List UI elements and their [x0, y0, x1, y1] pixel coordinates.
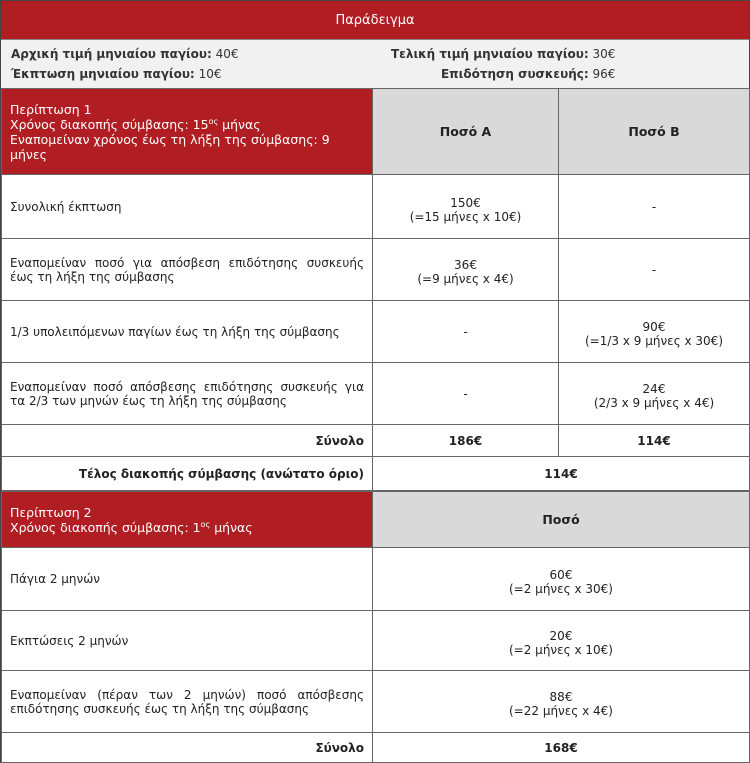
- row-label: Συνολική έκπτωση: [2, 175, 373, 239]
- fee-row: [2, 457, 750, 491]
- amount-value: 90€: [642, 319, 666, 334]
- table-row: [2, 363, 750, 425]
- initial-fee: Αρχική τιμή μηνιαίου παγίου: 40€: [11, 47, 239, 61]
- total-label: Σύνολο: [2, 425, 373, 457]
- row-label: Εναπομείναν ποσό απόσβεσης επιδότησης συσκευής για τα 2/3 των μηνών έως τη λήξη της σύμβασης: [2, 363, 373, 425]
- amount-value: 20€: [549, 628, 573, 643]
- case1-col-b-header: Ποσό Β: [559, 89, 750, 175]
- table-row: [2, 175, 750, 239]
- amount-formula: (2/3 x 9 μήνες x 4€): [593, 395, 715, 410]
- case1-table: [1, 88, 750, 491]
- monthly-discount: Έκπτωση μηνιαίου παγίου: 10€: [11, 67, 222, 81]
- table-row: [2, 611, 750, 671]
- amount-formula: (=1/3 x 9 μήνες x 30€): [584, 333, 724, 348]
- case2-table: [1, 491, 750, 763]
- info-left: [1, 40, 371, 88]
- amount-value: 88€: [549, 689, 573, 704]
- amount-value: -: [559, 175, 750, 239]
- row-label: Εναπομείναν (πέραν των 2 μηνών) ποσό απόσβεσης επιδότησης συσκευής έως τη λήξη της σύμβασης: [2, 671, 373, 733]
- page-title: Παράδειγμα: [1, 1, 749, 39]
- row-label: 1/3 υπολειπόμενων παγίων έως τη λήξη της σύμβασης: [2, 301, 373, 363]
- amount-value: -: [373, 301, 559, 363]
- row-label: Εναπομείναν ποσό για απόσβεση επιδότησης συσκευής έως τη λήξη της σύμβασης: [2, 239, 373, 301]
- case1-remaining-time: Εναπομείναν χρόνος έως τη λήξη της σύμβασης: 9 μήνες: [10, 132, 330, 163]
- amount-value: 24€: [642, 381, 666, 396]
- amount-value: 60€: [549, 568, 573, 582]
- row-label: Εκπτώσεις 2 μηνών: [2, 611, 373, 671]
- case2-title: Περίπτωση 2: [10, 504, 92, 520]
- device-subsidy: Επιδότηση συσκευής: 96€: [440, 67, 616, 81]
- case1-title: Περίπτωση 1: [10, 101, 92, 117]
- total-value: 168€: [373, 733, 750, 763]
- table-row: [2, 301, 750, 363]
- case2-termination-month: Χρόνος διακοπής σύμβασης: $1^{o\varsigma}$ μήνας: [10, 519, 253, 536]
- amount-formula: (=15 μήνες x 10€): [409, 209, 522, 224]
- fee-label: Τέλος διακοπής σύμβασης (ανώτατο όριο): [2, 457, 373, 491]
- amount-value: -: [373, 363, 559, 425]
- fee-value: 114€: [373, 457, 750, 491]
- amount-value: 36€: [454, 257, 477, 272]
- case1-header: [2, 89, 373, 175]
- info-right: [371, 40, 625, 88]
- final-fee: Τελική τιμή μηνιαίου παγίου: 30€: [391, 47, 616, 61]
- total-b: 114€: [559, 425, 750, 457]
- amount-formula: (=2 μήνες x 10€): [509, 642, 613, 657]
- amount-value: -: [559, 239, 750, 301]
- row-label: Πάγια 2 μηνών: [2, 548, 373, 611]
- pricing-info: [1, 39, 749, 88]
- table-row: [2, 239, 750, 301]
- total-label: Σύνολο: [2, 733, 373, 763]
- total-row: [2, 733, 750, 763]
- case2-col-header: Ποσό: [373, 492, 750, 548]
- total-row: [2, 425, 750, 457]
- amount-formula: (=22 μήνες x 4€): [509, 703, 613, 718]
- case1-col-a-header: Ποσό Α: [373, 89, 559, 175]
- total-a: 186€: [373, 425, 559, 457]
- amount-value: 150€: [450, 195, 481, 210]
- case2-header: [2, 492, 373, 548]
- table-row: [2, 548, 750, 611]
- case1-termination-month: Χρόνος διακοπής σύμβασης: $15^{o\varsigma}$ μήνας: [10, 116, 261, 133]
- amount-formula: (=2 μήνες x 30€): [509, 582, 613, 596]
- table-row: [2, 671, 750, 733]
- amount-formula: (=9 μήνες x 4€): [417, 271, 514, 286]
